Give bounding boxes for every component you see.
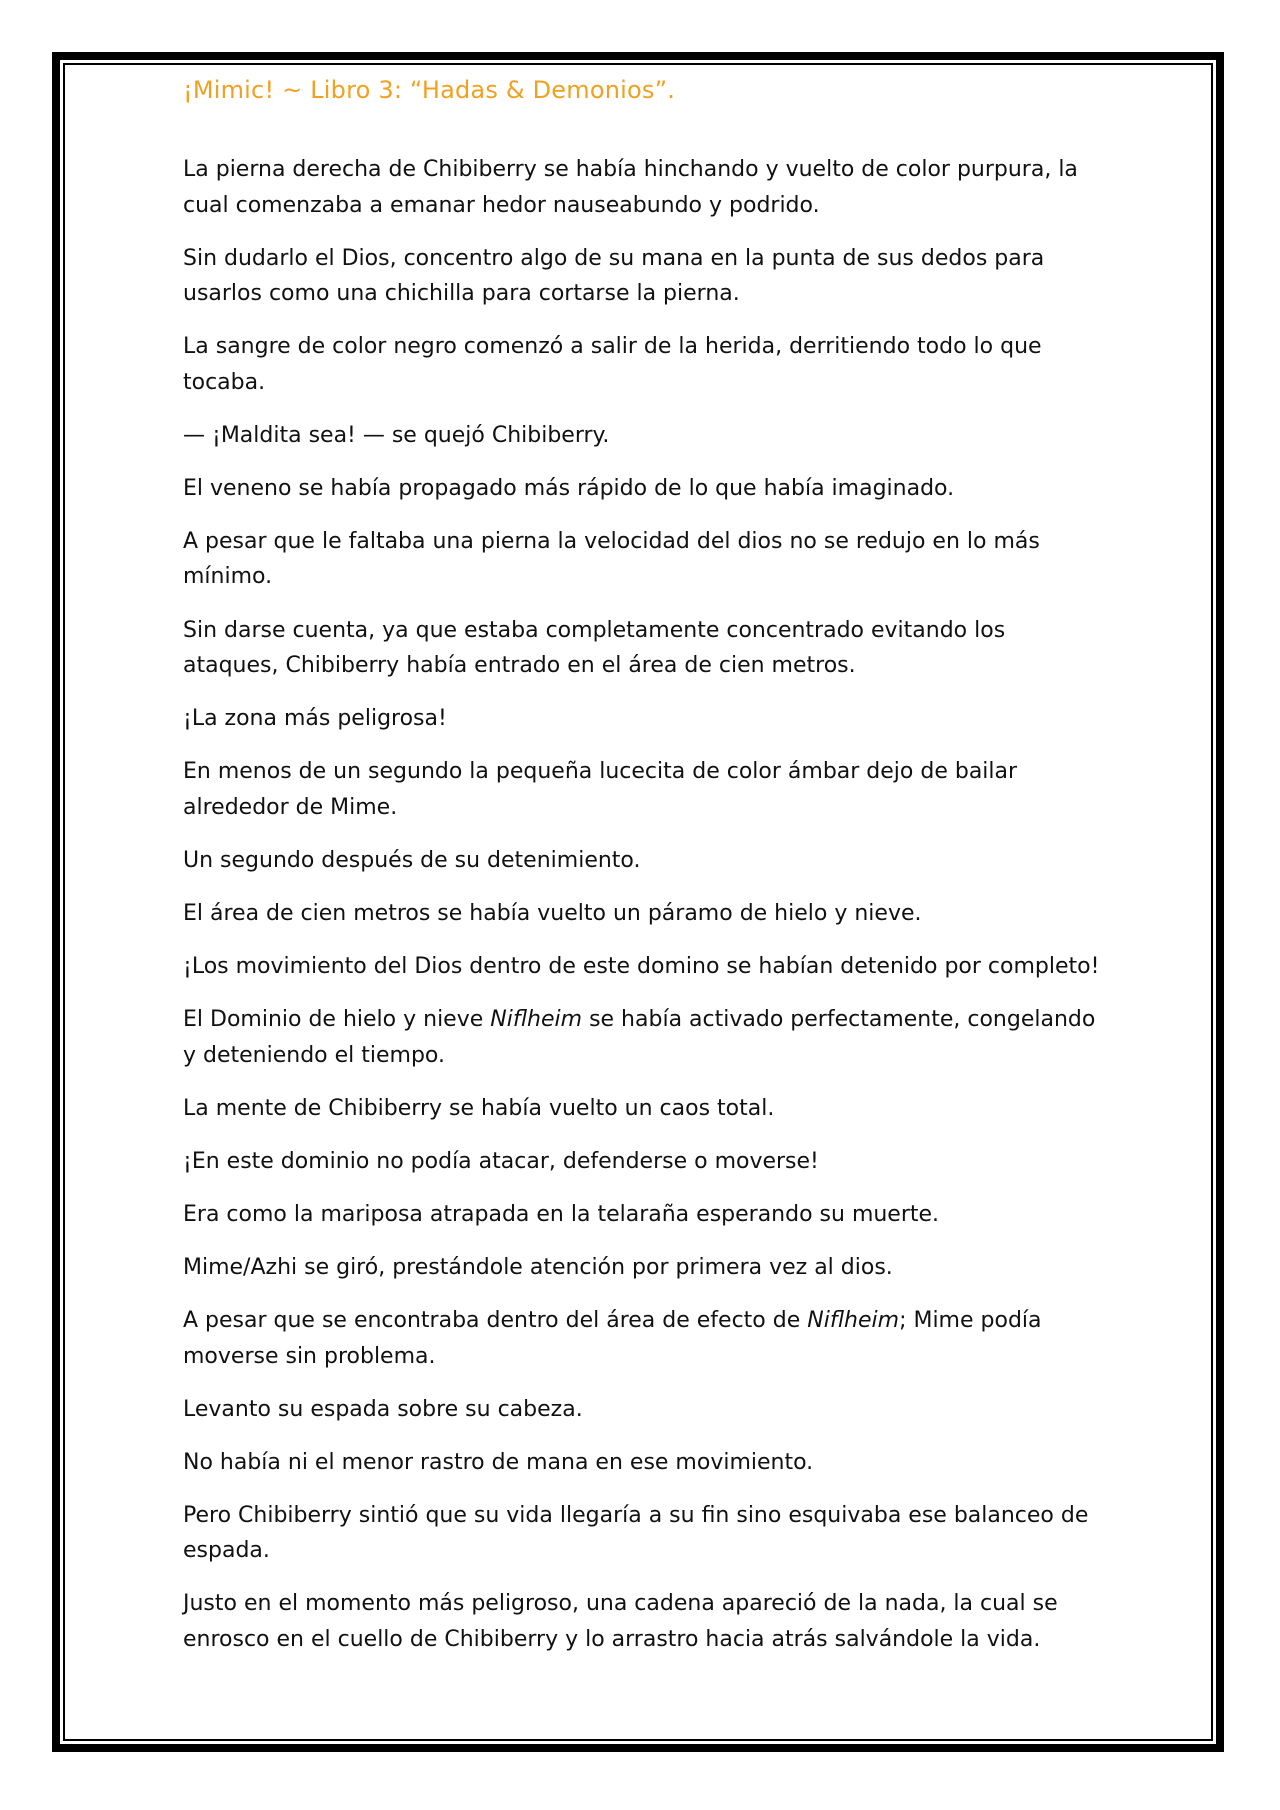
paragraph [183,1303,1103,1374]
paragraph: Un segundo después de su detenimiento. [183,847,641,873]
paragraph-text: A pesar que se encontraba dentro del área de efecto de [183,1308,808,1334]
paragraph: La mente de Chibiberry se había vuelto un caos total. [183,1095,775,1121]
paragraph: La pierna derecha de Chibiberry se había hinchando y vuelto de color purpura, la cual comenzaba a emanar hedor nauseabundo y podrido. [183,157,1078,218]
paragraph: No había ni el menor rastro de mana en ese movimiento. [183,1449,814,1475]
paragraph: A pesar que le faltaba una pierna la velocidad del dios no se redujo en lo más mínimo. [183,528,1040,590]
paragraph: Sin darse cuenta, ya que estaba completamente concentrado evitando los ataques, Chibiberry había entrado en el área de cien metros. [183,617,1006,679]
paragraph: La sangre de color negro comenzó a salir de la herida, derritiendo todo lo que tocaba. [183,334,1042,395]
paragraph: El área de cien metros se había vuelto un páramo de hielo y nieve. [183,900,922,926]
paragraph: ¡Los movimiento del Dios dentro de este domino se habían detenido por completo! [183,954,1100,980]
body-text [183,152,1103,1675]
paragraph: ¡La zona más peligrosa! [183,706,447,732]
paragraph: Sin dudarlo el Dios, concentro algo de su mana en la punta de sus dedos para usarlos como una chichilla para cortarse la pierna. [183,245,1045,307]
paragraph: ¡En este dominio no podía atacar, defenderse o moverse! [183,1148,819,1174]
paragraph [183,1002,1103,1073]
paragraph: Justo en el momento más peligroso, una cadena apareció de la nada, la cual se enrosco en el cuello de Chibiberry y lo arrastro hacia atrás salvándole la vida. [183,1591,1058,1652]
italic-term: Niflheim [807,1308,900,1334]
running-header: ¡Mimic! ~ Libro 3: “Hadas & Demonios”. [183,76,676,104]
paragraph-text: se había activado perfectamente, congelando y deteniendo el tiempo. [183,1007,1096,1068]
paragraph-text: El Dominio de hielo y nieve [183,1007,491,1033]
paragraph: El veneno se había propagado más rápido de lo que había imaginado. [183,475,955,501]
paragraph: Levanto su espada sobre su cabeza. [183,1396,583,1422]
paragraph: Mime/Azhi se giró, prestándole atención por primera vez al dios. [183,1255,893,1280]
paragraph-text: ; Mime podía moverse sin problema. [183,1308,1042,1369]
paragraph: En menos de un segundo la pequeña lucecita de color ámbar dejo de bailar alrededor de Mime. [183,759,1018,820]
paragraph: — ¡Maldita sea! — se quejó Chibiberry. [183,422,610,448]
paragraph: Pero Chibiberry sintió que su vida llegaría a su fin sino esquivaba ese balanceo de espada. [183,1502,1089,1564]
italic-term: Niflheim [490,1007,583,1033]
paragraph: Era como la mariposa atrapada en la telaraña esperando su muerte. [183,1201,940,1227]
